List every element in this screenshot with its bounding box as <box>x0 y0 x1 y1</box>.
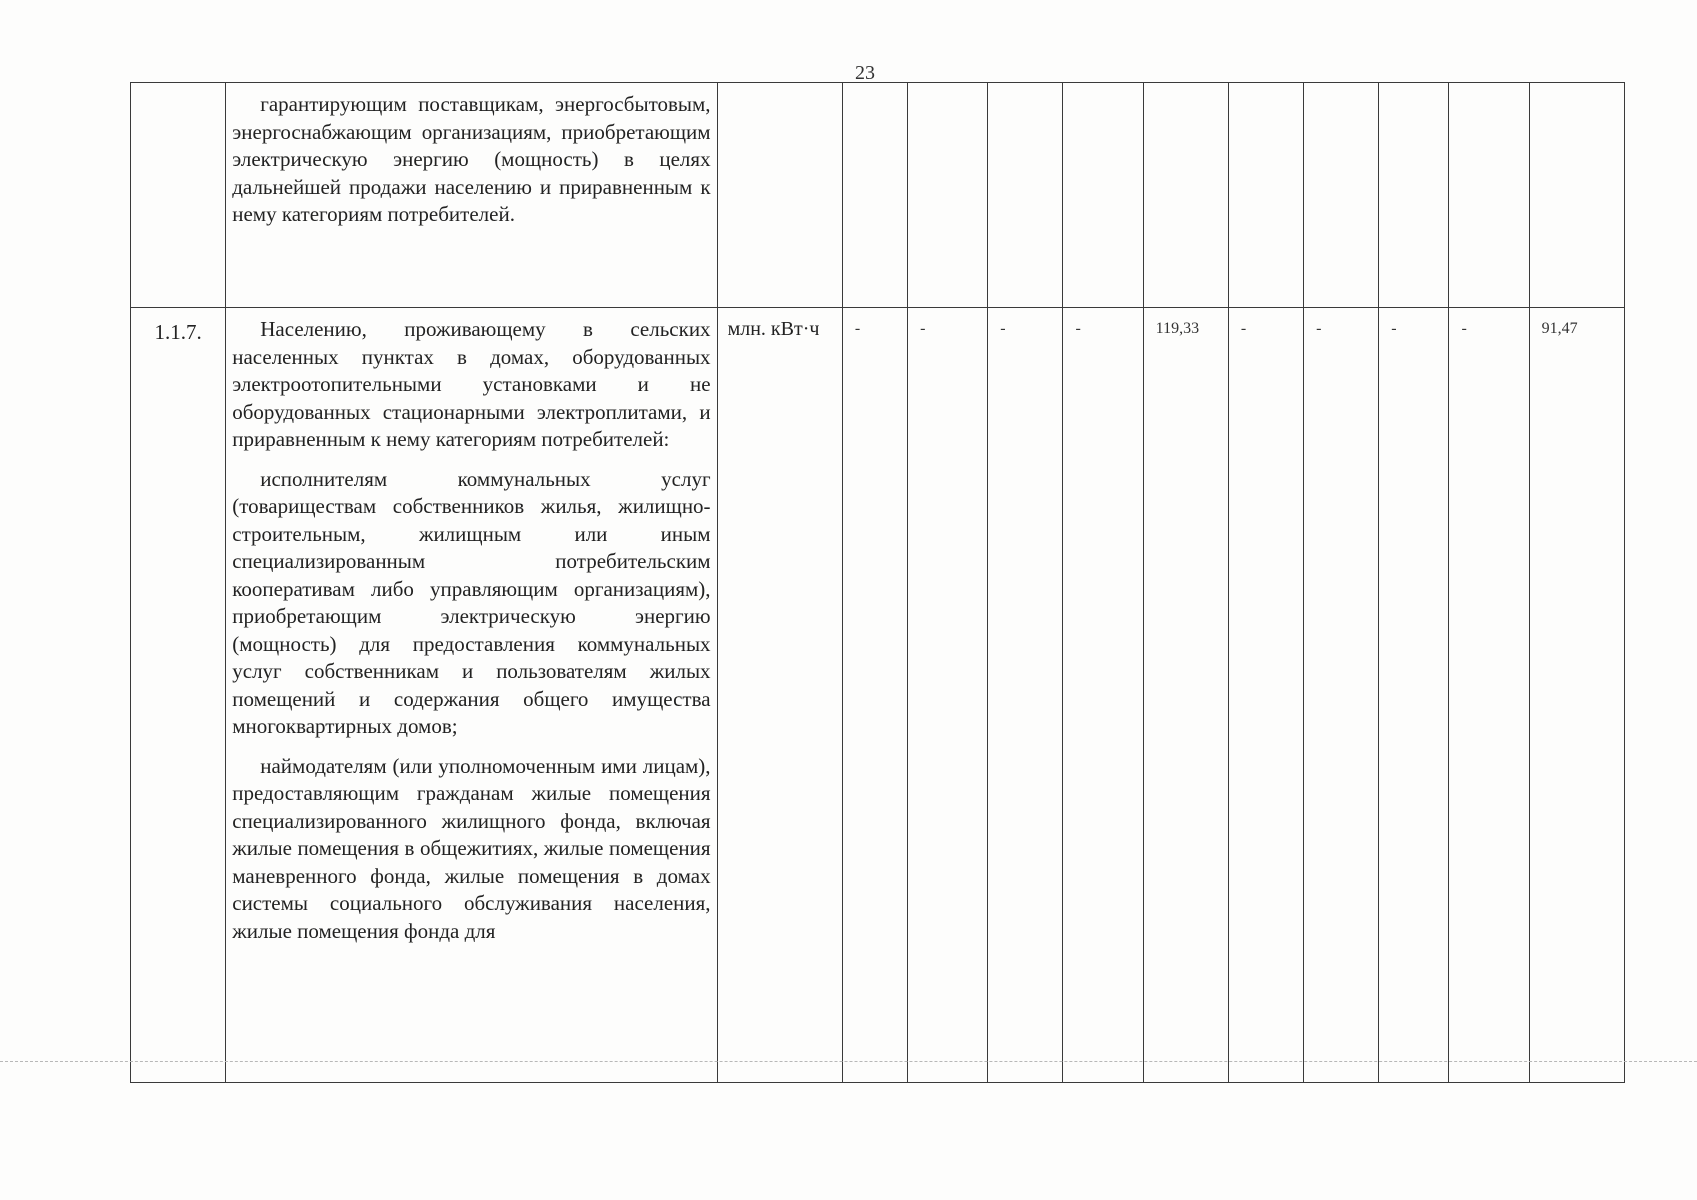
value-cell <box>1143 83 1228 308</box>
value-cell <box>908 83 988 308</box>
value-cell: - <box>1063 308 1143 1083</box>
table-row <box>131 83 1625 308</box>
description-paragraph: гарантирующим поставщикам, энергосбытовым, энергоснабжающим организациям, приобретающим электрическую энергию (мощность) в целях дальнейшей продажи населению и приравненным к нему категориям потребителей. <box>232 92 711 226</box>
unit-cell <box>717 83 842 308</box>
value-cell: - <box>988 308 1063 1083</box>
value-cell: - <box>1228 308 1303 1083</box>
row-number <box>131 83 226 308</box>
row-description <box>226 83 717 308</box>
description-paragraph: Населению, проживающему в сельских населенных пунктах в домах, оборудованных электроотопительными установками и не оборудованных стационарными электроплитами, и приравненным к нему категориям потребителей: <box>232 317 711 451</box>
value-cell: - <box>842 308 907 1083</box>
row-number: 1.1.7. <box>131 308 226 1083</box>
value-cell <box>1304 83 1379 308</box>
scan-artifact-line <box>0 1061 1697 1062</box>
row-description <box>226 308 717 1083</box>
value-cell: - <box>1379 308 1449 1083</box>
value-cell <box>1529 83 1624 308</box>
value-cell <box>988 83 1063 308</box>
value-cell <box>1063 83 1143 308</box>
unit-cell: млн. кВт·ч <box>717 308 842 1083</box>
tariff-table <box>130 82 1625 1083</box>
value-cell <box>1379 83 1449 308</box>
table-row <box>131 308 1625 1083</box>
value-cell: 119,33 <box>1143 308 1228 1083</box>
value-cell: - <box>908 308 988 1083</box>
page-number: 23 <box>855 62 875 84</box>
value-cell: - <box>1304 308 1379 1083</box>
description-paragraph: исполнителям коммунальных услуг (товариществам собственников жилья, жилищно-строительным, жилищным или иным специализированным потребительским кооперативам либо управляющим организациям), приобретающим электрическую энергию (мощность) для предоставления коммунальных услуг собственникам и пользователям жилых помещений и содержания общего имущества многоквартирных домов; <box>232 466 711 738</box>
value-cell <box>1449 83 1529 308</box>
description-paragraph: наймодателям (или уполномоченным ими лицам), предоставляющим гражданам жилые помещения специализированного жилищного фонда, включая жилые помещения в общежитиях, жилые помещения маневренного фонда, жилые помещения в домах системы социального обслуживания населения, жилые помещения фонда для <box>232 753 711 943</box>
value-cell: - <box>1449 308 1529 1083</box>
value-cell <box>842 83 907 308</box>
value-cell: 91,47 <box>1529 308 1624 1083</box>
value-cell <box>1228 83 1303 308</box>
